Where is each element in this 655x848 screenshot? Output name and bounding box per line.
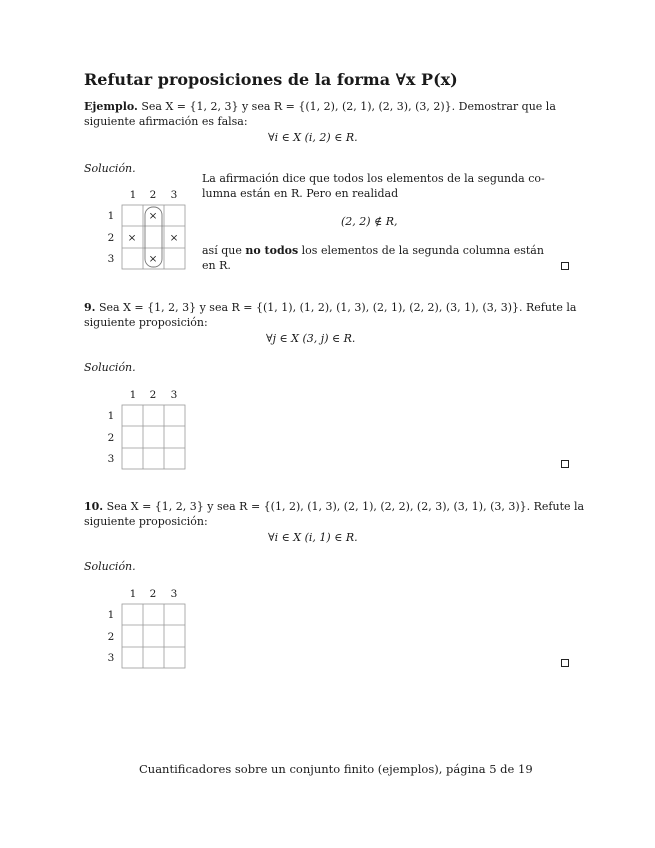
- example-formula: ∀i ∈ X (i, 2) ∈ R.: [268, 131, 358, 144]
- ex9-row-header-1: 1: [107, 410, 115, 422]
- example-row-header-3: 3: [107, 253, 115, 265]
- ex9-row-header-2: 2: [107, 432, 115, 444]
- exercise-9-number: 9.: [84, 301, 96, 314]
- ex9-col-header-1: 1: [129, 389, 137, 401]
- example-grid-headers: [108, 189, 178, 265]
- example-col-header-3: 3: [170, 189, 178, 201]
- example-col-header-2: 2: [149, 189, 157, 201]
- qed-symbol-example: [561, 262, 569, 270]
- exercise-9-grid-headers: [108, 389, 178, 465]
- exercise-10-grid-lines: [122, 604, 185, 668]
- mark-r1-c2: ×: [148, 210, 158, 222]
- explanation-line-1: La afirmación dice que todos los elementos de la segunda co-: [202, 172, 545, 185]
- exercise-10-number: 10.: [84, 500, 104, 513]
- ex10-row-header-3: 3: [107, 652, 115, 664]
- ex9-col-header-3: 3: [170, 389, 178, 401]
- exercise-9-statement: Sea X = {1, 2, 3} y sea R = {(1, 1), (1, 2), (1, 3), (2, 1), (2, 2), (3, 1), (3, 3)}. Refute la: [98, 301, 577, 314]
- qed-symbol-exercise-10: [561, 659, 569, 667]
- ex10-col-header-3: 3: [170, 588, 178, 600]
- example-grid: [100, 186, 192, 274]
- ex9-row-header-3: 3: [107, 453, 115, 465]
- example-col-header-1: 1: [129, 189, 137, 201]
- example-solution-label: Solución.: [84, 162, 136, 175]
- exercise-9-solution-label: Solución.: [84, 361, 136, 374]
- example-line-2: siguiente afirmación es falsa:: [84, 115, 248, 128]
- example-row-header-1: 1: [107, 210, 115, 222]
- example-label: Ejemplo.: [84, 100, 138, 113]
- exercise-9-line-2: siguiente proposición:: [84, 316, 208, 329]
- ex10-col-header-1: 1: [129, 588, 137, 600]
- example-row-header-2: 2: [107, 232, 115, 244]
- ex9-col-header-2: 2: [149, 389, 157, 401]
- example-statement: Sea X = {1, 2, 3} y sea R = {(1, 2), (2, 1), (2, 3), (3, 2)}. Demostrar que la: [141, 100, 556, 113]
- exercise-10-line-1: [84, 499, 584, 514]
- exercise-10-formula: ∀i ∈ X (i, 1) ∈ R.: [268, 531, 358, 544]
- explanation-line-3-post: los elementos de la segunda columna están: [298, 244, 544, 257]
- exercise-10-line-2: siguiente proposición:: [84, 515, 208, 528]
- ex10-row-header-2: 2: [107, 631, 115, 643]
- explanation-formula: (2, 2) ∉ R,: [341, 215, 398, 228]
- explanation-line-2: lumna están en R. Pero en realidad: [202, 187, 399, 200]
- qed-symbol-exercise-9: [561, 460, 569, 468]
- exercise-9-formula: ∀j ∈ X (3, j) ∈ R.: [266, 332, 356, 345]
- explanation-line-4: en R.: [202, 259, 231, 272]
- ex10-col-header-2: 2: [149, 588, 157, 600]
- ex10-row-header-1: 1: [107, 609, 115, 621]
- mark-r3-c2: ×: [148, 253, 158, 265]
- explanation-line-3: [202, 243, 544, 258]
- exercise-10-grid-headers: [108, 588, 178, 664]
- exercise-9-grid-lines: [122, 405, 185, 469]
- mark-r2-c3: ×: [169, 232, 179, 244]
- section-title: Refutar proposiciones de la forma ∀x P(x): [84, 70, 458, 89]
- page-footer: Cuantificadores sobre un conjunto finito (ejemplos), página 5 de 19: [139, 762, 533, 776]
- mark-r2-c1: ×: [127, 232, 137, 244]
- example-line-1: [84, 99, 556, 114]
- explanation-no-todos: no todos: [245, 244, 299, 257]
- exercise-10-statement: Sea X = {1, 2, 3} y sea R = {(1, 2), (1, 3), (2, 1), (2, 2), (2, 3), (3, 1), (3, 3)}. Refute la: [106, 500, 585, 513]
- exercise-10-solution-label: Solución.: [84, 560, 136, 573]
- exercise-9-grid: [100, 386, 192, 474]
- exercise-10-grid: [100, 585, 192, 673]
- explanation-line-3-pre: así que: [202, 244, 246, 257]
- example-grid-marks: [128, 210, 179, 265]
- exercise-9-line-1: [84, 300, 576, 315]
